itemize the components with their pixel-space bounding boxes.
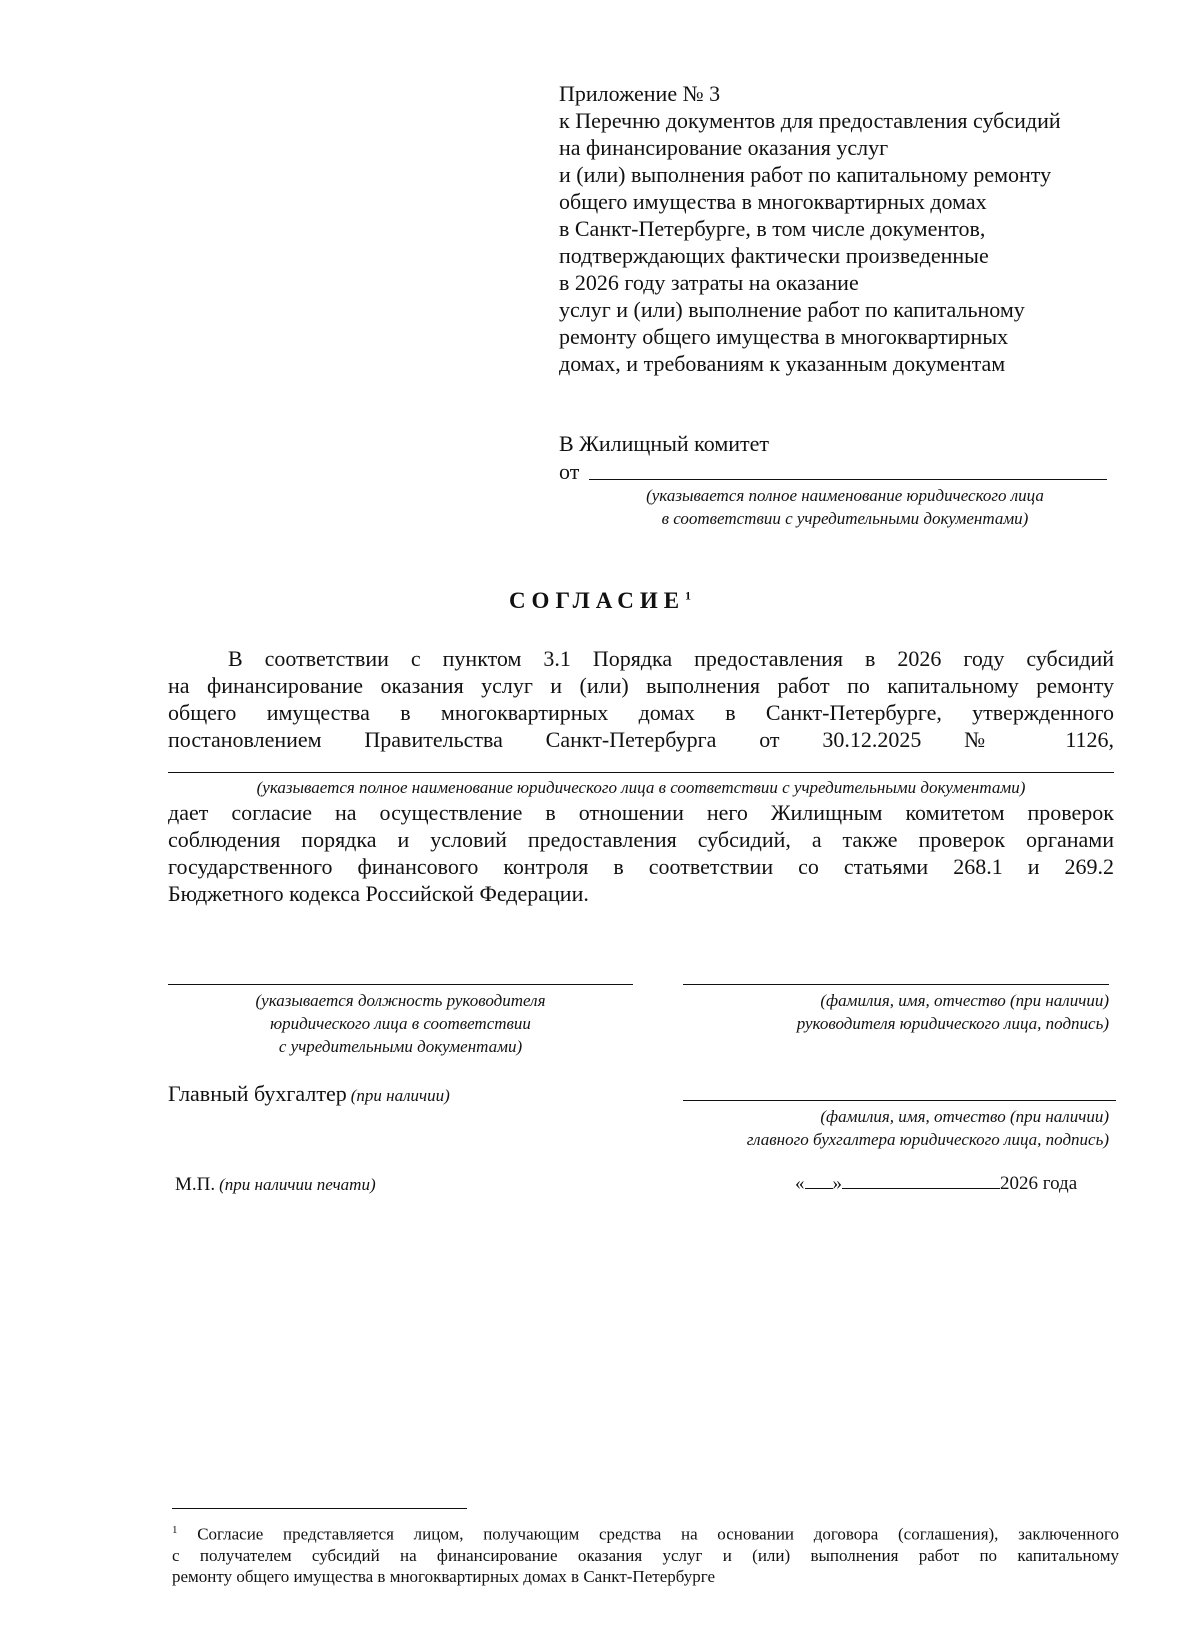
addressee-hint-line: (указывается полное наименование юридического лица	[646, 486, 1044, 505]
footnote-line: ремонту общего имущества в многоквартирных домах в Санкт-Петербурге	[172, 1566, 716, 1586]
appendix-line: к Перечню документов для предоставления субсидий	[559, 108, 1061, 133]
head-name-field	[683, 984, 1109, 985]
appendix-line: и (или) выполнения работ по капитальному ремонту	[559, 162, 1052, 187]
entity-name-field	[168, 772, 1114, 773]
title-footnote-mark: 1	[685, 588, 692, 603]
accountant-name-field	[683, 1100, 1116, 1101]
footnote-mark: 1	[172, 1524, 178, 1536]
stamp-note: (при наличии печати)	[219, 1175, 376, 1194]
date-year: 2026 года	[1000, 1173, 1078, 1194]
chief-accountant-label	[168, 1080, 450, 1107]
footnote-line: с получателем субсидий на финансирование оказания услуг и (или) выполнения работ по капитальному	[172, 1545, 1119, 1565]
head-name-hint	[640, 989, 1109, 1035]
date-field	[795, 1172, 1077, 1196]
footnote	[172, 1520, 1119, 1587]
body-paragraph-2	[168, 799, 1114, 907]
appendix-line: домах, и требованиям к указанным документам	[559, 351, 1006, 376]
date-month-blank	[842, 1172, 1000, 1189]
body-line: В соответствии с пунктом 3.1 Порядка предоставления в 2026 году субсидий	[228, 646, 1114, 671]
appendix-line: в 2026 году затраты на оказание	[559, 270, 859, 295]
appendix-line: общего имущества в многоквартирных домах	[559, 189, 987, 214]
footnote-text: Согласие представляется лицом, получающим средства на основании договора (соглашения), заключенного	[197, 1524, 1119, 1544]
footnote-line	[172, 1520, 1119, 1545]
title-text: СОГЛАСИЕ	[508, 588, 686, 613]
stamp-label	[175, 1174, 376, 1196]
body-line: соблюдения порядка и условий предоставления субсидий, а также проверок органами	[168, 827, 1114, 852]
hint-line: (указывается должность руководителя	[255, 991, 546, 1010]
head-position-field	[168, 984, 633, 985]
appendix-block	[559, 80, 1119, 377]
appendix-line: услуг и (или) выполнение работ по капитальному	[559, 297, 1025, 322]
date-day-blank	[805, 1172, 833, 1189]
appendix-line: на финансирование оказания услуг	[559, 135, 889, 160]
body-line: дает согласие на осуществление в отношении него Жилищным комитетом проверок	[168, 800, 1114, 825]
body-line: постановлением Правительства Санкт-Петербурга от 30.12.2025 № 1126,	[168, 727, 1114, 752]
appendix-line: в Санкт-Петербурге, в том числе документов,	[559, 216, 986, 241]
body-line: государственного финансового контроля в соответствии со статьями 268.1 и 269.2	[168, 854, 1114, 879]
chief-accountant-note: (при наличии)	[350, 1086, 450, 1105]
hint-line: главного бухгалтера юридического лица, подпись)	[746, 1130, 1109, 1149]
head-position-hint	[168, 989, 633, 1058]
body-line: на финансирование оказания услуг и (или) выполнения работ по капитальному ремонту	[168, 673, 1114, 698]
body-paragraph-1	[168, 645, 1114, 753]
footnote-separator	[172, 1508, 467, 1509]
appendix-line: ремонту общего имущества в многоквартирных	[559, 324, 1009, 349]
addressee-from-label: от	[559, 459, 580, 484]
addressee-hint-line: в соответствии с учредительными документами)	[661, 509, 1029, 528]
hint-line: (фамилия, имя, отчество (при наличии)	[820, 1107, 1109, 1126]
hint-line: руководителя юридического лица, подпись)	[796, 1014, 1109, 1033]
accountant-name-hint	[620, 1105, 1109, 1151]
hint-line: (фамилия, имя, отчество (при наличии)	[820, 991, 1109, 1010]
appendix-line: подтверждающих фактически произведенные	[559, 243, 989, 268]
addressee-to: В Жилищный комитет	[559, 431, 770, 456]
document-title	[0, 588, 1200, 614]
stamp-text: М.П.	[175, 1174, 216, 1195]
date-open-quote: «	[795, 1173, 805, 1194]
chief-accountant-text: Главный бухгалтер	[168, 1081, 347, 1106]
addressee-from-field	[589, 479, 1107, 480]
body-line: общего имущества в многоквартирных домах в Санкт-Петербурге, утвержденного	[168, 700, 1114, 725]
addressee-hint	[585, 484, 1105, 530]
entity-name-hint: (указывается полное наименование юридического лица в соответствии с учредительными документами)	[256, 778, 1026, 797]
date-close-quote: »	[832, 1173, 842, 1194]
appendix-line: Приложение № 3	[559, 81, 721, 106]
body-line: Бюджетного кодекса Российской Федерации.	[168, 881, 589, 906]
hint-line: юридического лица в соответствии	[270, 1014, 531, 1033]
hint-line: с учредительными документами)	[278, 1037, 523, 1056]
